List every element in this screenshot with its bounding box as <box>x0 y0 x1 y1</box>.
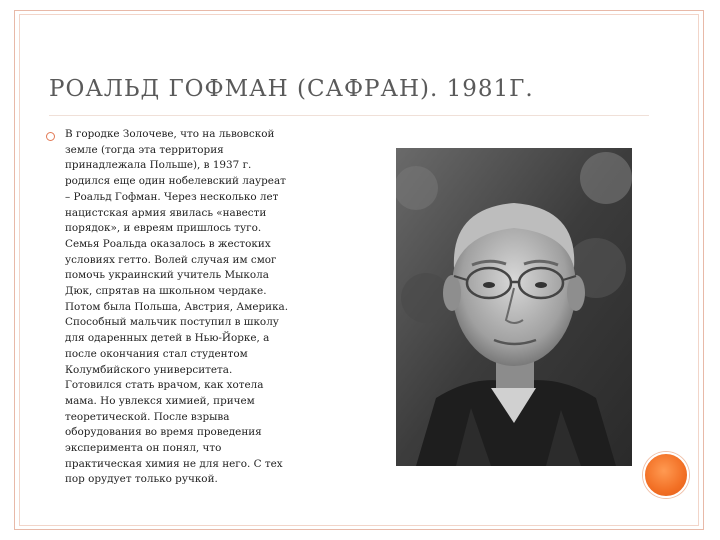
portrait-photo <box>396 148 632 466</box>
portrait-image <box>396 148 632 466</box>
decorative-circle-icon <box>643 452 689 498</box>
slide-title: РОАЛЬД ГОФМАН (САФРАН). 1981Г. <box>49 76 534 102</box>
slide-body-text: В городке Золочеве, что на львовской земле (тогда эта территория принадлежала Польше), в 1937 г. родился еще один нобелевский лауреат – Роальд Гофман. Через несколько лет нацистская армия явилась «навести порядок», и евреям пришлось туго. Семья Роальда оказалось в жестоких условиях гетто. Волей случая им смог помочь украинский учитель Мыкола Дюк, спрятав на школьном чердаке. Потом была Польша, Австрия, Америка. Способный мальчик поступил в школу для одаренных детей в Нью-Йорке, а после окончания стал студентом Колумбийского университета. Готовился стать врачом, как хотела мама. Но увлекся химией, причем теоретической. После взрыва оборудования во время проведения эксперимента он понял, что практическая химия не для него. С тех пор орудует только ручкой. <box>65 128 289 486</box>
bullet-icon <box>46 132 55 141</box>
title-divider <box>49 115 649 116</box>
